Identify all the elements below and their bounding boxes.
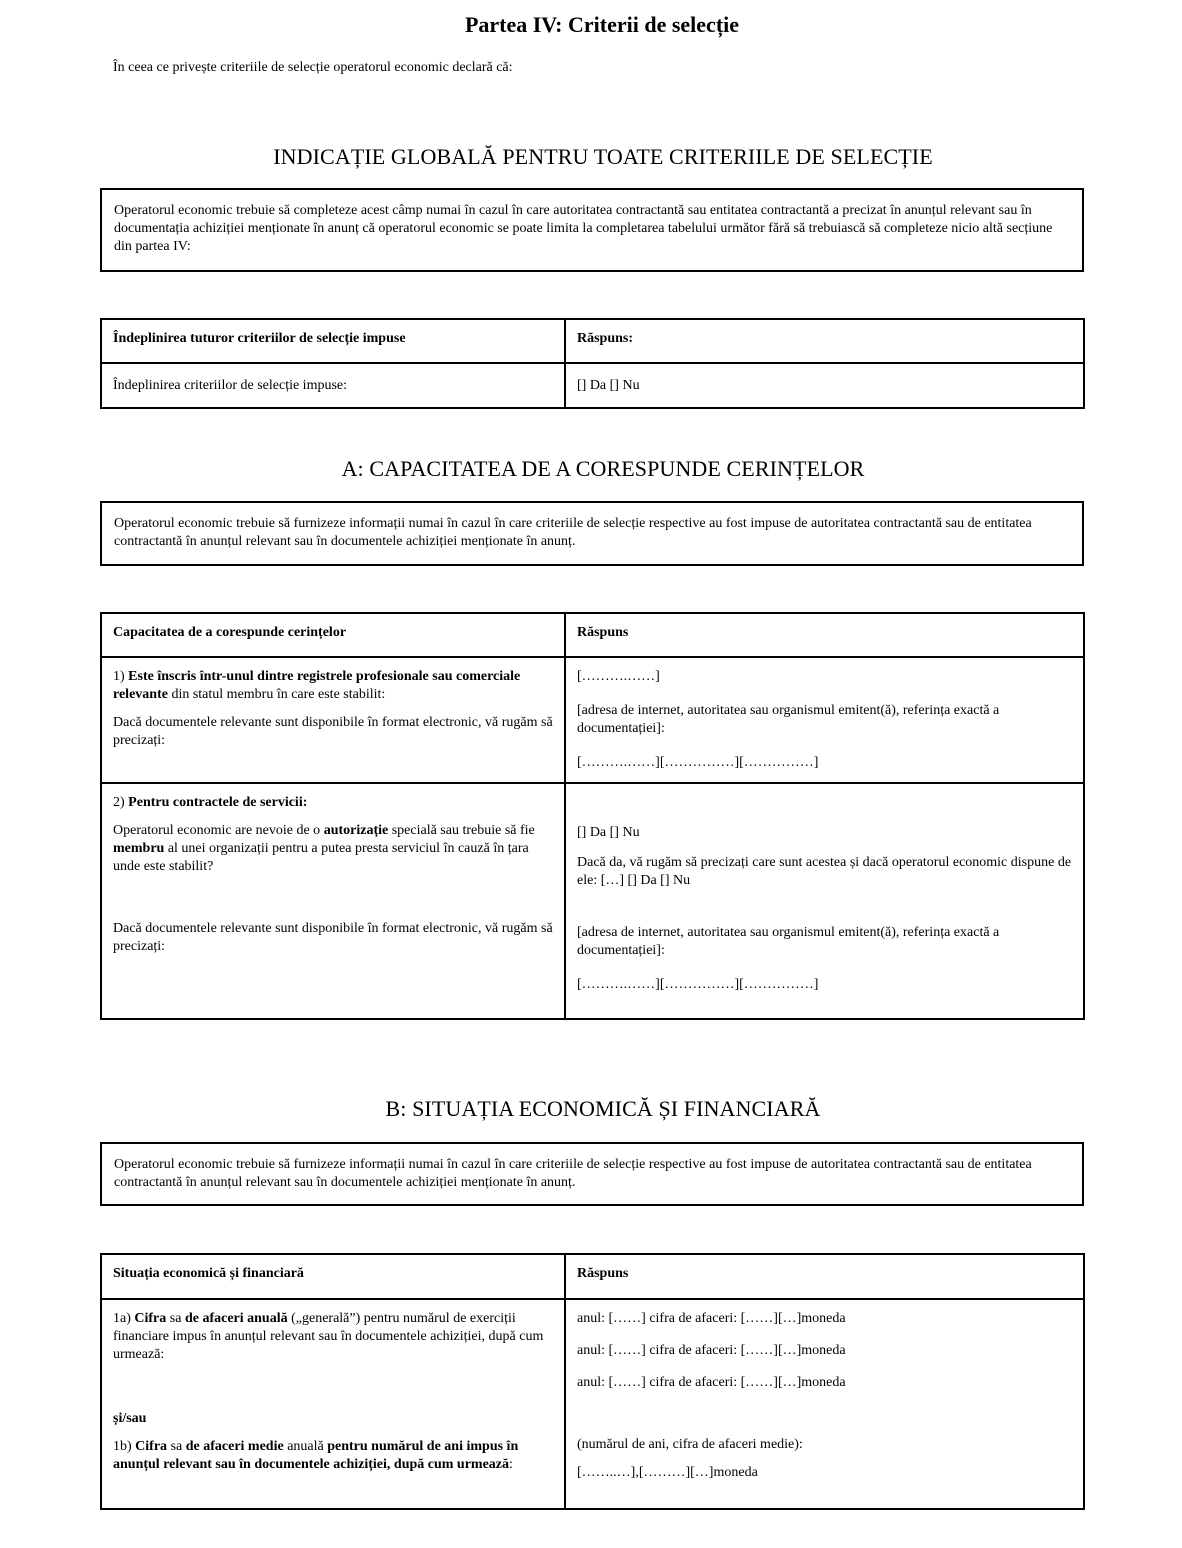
row2-electronic: Dacă documentele relevante sunt disponibile în format electronic, vă rugăm să precizați: [113,921,553,954]
and-or-label: și/sau [113,1411,147,1426]
section-a-row2-right [565,783,1084,1019]
section-b-header-right: Răspuns [565,1254,1084,1299]
row1-answer[interactable]: [……….……] [577,669,660,684]
row2-detail: Dacă da, vă rugăm să precizați care sunt acestea și dacă operatorul economic dispune de ele: […] [] Da [] Nu [577,855,1072,888]
row1-rest-text: din statul membru în care este stabilit: [167,687,386,702]
section-a-note-box [100,501,1084,566]
row2-title [113,794,553,812]
global-table-row-right[interactable]: [] Da [] Nu [565,363,1084,408]
row1-question [113,668,553,704]
section-a-header-right: Răspuns [565,613,1084,657]
section-a-title: A: CAPACITATEA DE A CORESPUNDE CERINȚELOR [341,456,865,481]
row1-answer2[interactable]: [……….……][……………][……………] [577,755,819,770]
page-title: Partea IV: Criterii de selecție [464,12,740,37]
global-table-header-left: Îndeplinirea tuturor criteriilor de selecție impuse [101,319,565,363]
section-a-row1-right [565,657,1084,783]
section-b-note-text: Operatorul economic trebuie să furnizeze informații numai în cazul în care criteriile de selecție respective au fost impuse de autoritatea contractantă sau de entitatea contractantă în anunțul relevant sau în documentele achiziției menționate în anunț. [114,1157,1032,1190]
section-b-title: B: SITUAȚIA ECONOMICĂ ȘI FINANCIARĂ [385,1096,821,1121]
row1a-question: 1a) Cifra sa de afaceri anuală („generală”) pentru numărul de exerciții financiare impus în anunțul relevant sau în documentele achiziției, după cum urmează: [113,1311,544,1362]
global-table [100,318,1085,409]
section-a-note-text: Operatorul economic trebuie să furnizeze informații numai în cazul în care criteriile de selecție respective au fost impuse de autoritatea contractantă sau de entitatea contractantă în anunțul relevant sau în documentele achiziției menționate în anunț. [114,516,1032,549]
section-b-table [100,1253,1085,1510]
global-section-title: INDICAȚIE GLOBALĂ PENTRU TOATE CRITERIILE DE SELECȚIE [273,144,933,169]
average-label: (numărul de ani, cifra de afaceri medie): [577,1437,803,1452]
global-table-header-right: Răspuns: [565,319,1084,363]
global-table-row-left: Îndeplinirea criteriilor de selecție impuse: [101,363,565,408]
section-b-note-box [100,1142,1084,1206]
row1b-question: 1b) Cifra sa de afaceri medie anuală pentru numărul de ani impus în anunțul relevant sau în documentele achiziției, după cum urmează: [113,1439,519,1472]
year-line-3[interactable]: anul: [……] cifra de afaceri: [……][…]moneda [577,1375,846,1390]
row1-web-ref: [adresa de internet, autoritatea sau organismul emitent(ă), referința exactă a documentației]: [577,703,1000,736]
section-a-row2-left [101,783,565,1019]
average-answer[interactable]: [……..…],[………][…]moneda [577,1465,758,1480]
section-a-row1-left [101,657,565,783]
section-a-table [100,612,1085,1020]
section-b-row1-left [101,1299,565,1509]
row2-number: 2) [113,795,129,810]
year-line-1[interactable]: anul: [……] cifra de afaceri: [……][…]moneda [577,1311,846,1326]
year-line-2[interactable]: anul: [……] cifra de afaceri: [……][…]moneda [577,1343,846,1358]
section-a-header-left: Capacitatea de a corespunde cerințelor [101,613,565,657]
row2-answer2[interactable]: [……….……][……………][……………] [577,977,819,992]
section-b-row1-right [565,1299,1084,1509]
row1-number: 1) [113,669,129,684]
section-b-header-left: Situația economică și financiară [101,1254,565,1299]
intro-text: În ceea ce privește criteriile de selecție operatorul economic declară că: [113,60,513,75]
global-note-box [100,188,1084,272]
row2-web-ref: [adresa de internet, autoritatea sau organismul emitent(ă), referința exactă a documentației]: [577,925,1000,958]
row1-electronic: Dacă documentele relevante sunt disponibile în format electronic, vă rugăm să precizați: [113,715,553,748]
row2-answer[interactable]: [] Da [] Nu [577,825,640,840]
row2-question: Operatorul economic are nevoie de o autorizație specială sau trebuie să fie membru al unei organizații pentru a putea presta serviciul în cauză în țara unde este stabilit? [113,823,535,874]
row1-bold-text: Este înscris într-unul dintre registrele profesionale sau comerciale relevante [113,669,521,702]
row2-title-text: Pentru contractele de servicii: [128,795,308,810]
global-note-text: Operatorul economic trebuie să completeze acest câmp numai în cazul în care autoritatea contractantă sau entitatea contractantă a precizat în anunțul relevant sau în documentația achiziției menționate în anunț că operatorul economic se poate limita la completarea tabelului următor fără să trebuiască să completeze nicio altă secțiune din partea IV: [114,203,1053,254]
